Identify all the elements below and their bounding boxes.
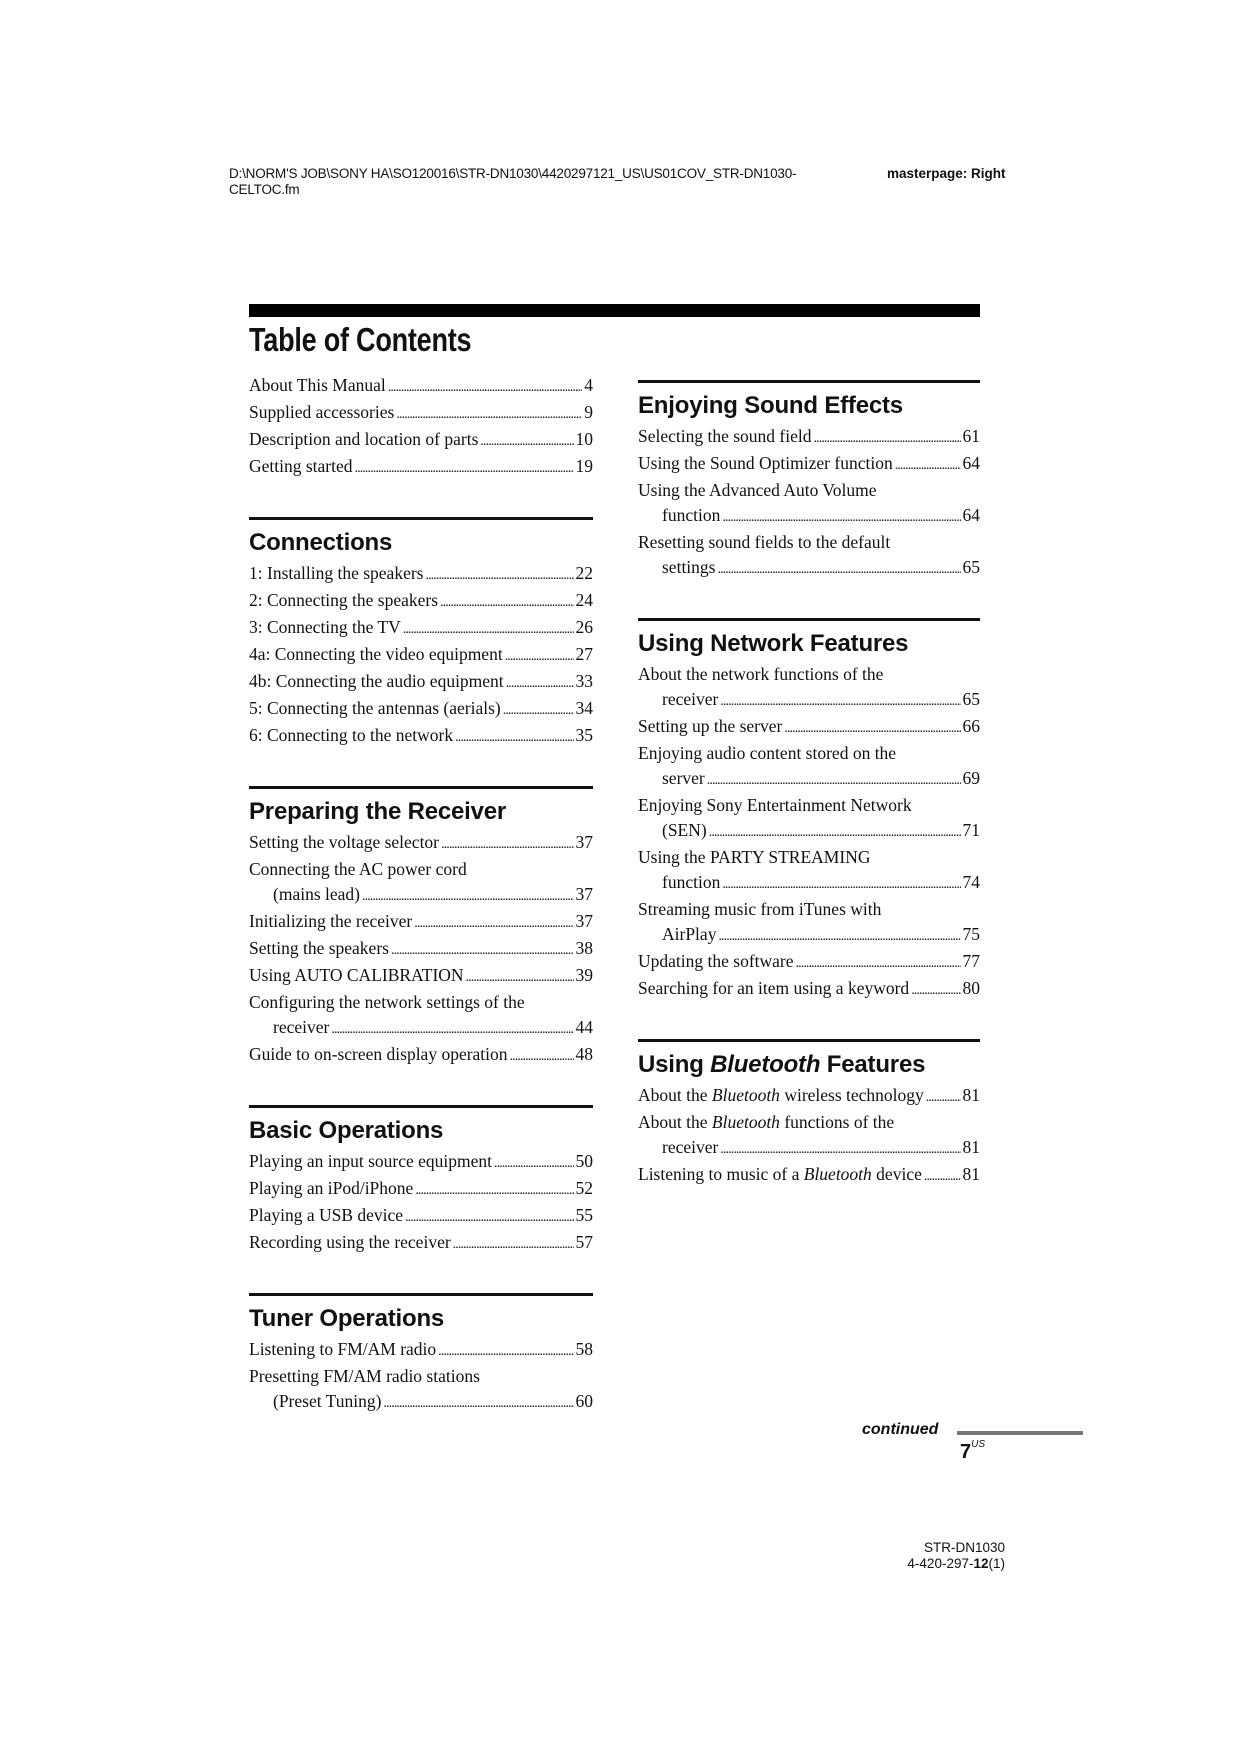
toc-entry[interactable]: Listening to music of a Bluetooth device . . . 81 [638,1162,980,1189]
section-title: Connections [249,529,393,556]
toc-entry[interactable]: About the Bluetooth functions of the receiver . . . 81 [638,1110,980,1162]
toc-section-preparing-receiver [249,786,593,1069]
toc-entry[interactable]: 5: Connecting the antennas (aerials) . . . 34 [249,696,593,723]
toc-entry[interactable]: Configuring the network settings of the receiver . . . 44 [249,990,593,1042]
section-rule [249,1293,593,1296]
continued-rule [957,1431,1083,1435]
page-number: 19 [575,456,593,476]
toc-entry[interactable]: Setting the speakers . . . 38 [249,936,593,963]
toc-entry[interactable]: About the network functions of the receiver . . . 65 [638,662,980,714]
toc-entry[interactable]: Guide to on-screen display operation . . . 48 [249,1042,593,1069]
toc-entry[interactable]: Setting up the server . . . 66 [638,714,980,741]
page-number-footer: $7^{US}$ [960,1439,986,1463]
toc-entry[interactable]: Resetting sound fields to the default settings . . . 65 [638,530,980,582]
toc-entry[interactable]: Playing an iPod/iPhone . . . 52 [249,1176,593,1203]
toc-entry[interactable]: Using the Advanced Auto Volume function . . . 64 [638,478,980,530]
toc-entry[interactable]: Playing a USB device . . . 55 [249,1203,593,1230]
page-number: 9 [584,402,593,422]
model-info [900,1540,1005,1572]
model-number: STR-DN1030 [923,1540,1005,1555]
toc-entry[interactable]: Listening to FM/AM radio . . . 58 [249,1337,593,1364]
toc-entry[interactable]: Description and location of parts . . . 10 [249,427,593,454]
toc-entry[interactable]: 4a: Connecting the video equipment . . . 27 [249,642,593,669]
toc-section-sound-effects [638,380,980,582]
section-title: Preparing the Receiver [249,798,507,825]
section-rule [638,1039,980,1042]
toc-entry[interactable]: 3: Connecting the TV . . . 26 [249,615,593,642]
toc-entry[interactable]: Playing an input source equipment . . . 50 [249,1149,593,1176]
part-number: 4-420-297-12(1) [907,1556,1005,1571]
toc-intro-group [249,373,593,481]
toc-entry[interactable]: Searching for an item using a keyword . . . 80 [638,976,980,1003]
toc-entry[interactable]: 2: Connecting the speakers . . . 24 [249,588,593,615]
continued-label: continued [862,1421,939,1438]
page-title: Table of Contents [249,321,472,358]
toc-entry[interactable]: Enjoying Sony Entertainment Network (SEN) . . . 71 [638,793,980,845]
toc-entry[interactable]: About the Bluetooth wireless technology . . . 81 [638,1083,980,1110]
toc-entry[interactable]: Streaming music from iTunes with AirPlay . . . 75 [638,897,980,949]
toc-entry[interactable]: Enjoying audio content stored on the server . . . 69 [638,741,980,793]
toc-entry[interactable]: Setting the voltage selector . . . 37 [249,830,593,857]
toc-entry[interactable]: Initializing the receiver . . . 37 [249,909,593,936]
toc-entry[interactable]: Presetting FM/AM radio stations (Preset Tuning) . . . 60 [249,1364,593,1416]
toc-entry[interactable]: Using the Sound Optimizer function . . . 64 [638,451,980,478]
section-rule [249,1105,593,1108]
toc-entry[interactable]: Updating the software . . . 77 [638,949,980,976]
section-title: Basic Operations [249,1117,444,1144]
section-title: Using Network Features [638,630,909,657]
section-rule [638,380,980,383]
page-number: 4 [584,375,593,395]
toc-entry[interactable]: Connecting the AC power cord (mains lead) . . . 37 [249,857,593,909]
section-title: Enjoying Sound Effects [638,392,903,419]
toc-left-column [249,373,593,1416]
toc-section-connections [249,517,593,750]
section-rule [249,786,593,789]
toc-entry[interactable]: Using AUTO CALIBRATION . . . 39 [249,963,593,990]
file-path-line-1: D:\NORM'S JOB\SONY HA\SO120016\STR-DN1030\4420297121_US\US01COV_STR-DN1030- [229,166,797,181]
page-number: 10 [575,429,593,449]
toc-entry[interactable]: Recording using the receiver . . . 57 [249,1230,593,1257]
title-rule [249,304,980,317]
toc-entry[interactable]: 1: Installing the speakers . . . 22 [249,561,593,588]
toc-entry[interactable]: 4b: Connecting the audio equipment . . . 33 [249,669,593,696]
section-rule [249,517,593,520]
toc-section-network-features [638,618,980,1003]
toc-entry[interactable]: Getting started . . . 19 [249,454,593,481]
toc-entry[interactable]: Selecting the sound field . . . 61 [638,424,980,451]
toc-entry[interactable]: Using the PARTY STREAMING function . . . 74 [638,845,980,897]
toc-right-column [638,380,980,1189]
toc-entry[interactable]: Supplied accessories . . . 9 [249,400,593,427]
file-path-line-2: CELTOC.fm [229,182,300,197]
toc-section-tuner-operations [249,1293,593,1416]
section-title: Tuner Operations [249,1305,445,1332]
toc-entry[interactable]: 6: Connecting to the network . . . 35 [249,723,593,750]
section-title: Using Bluetooth Features [638,1051,926,1078]
masterpage-label: masterpage: Right [887,166,1006,181]
toc-entry[interactable]: About This Manual . . . 4 [249,373,593,400]
section-rule [638,618,980,621]
toc-section-basic-operations [249,1105,593,1257]
file-path-header [229,166,796,198]
toc-section-bluetooth-features [638,1039,980,1189]
